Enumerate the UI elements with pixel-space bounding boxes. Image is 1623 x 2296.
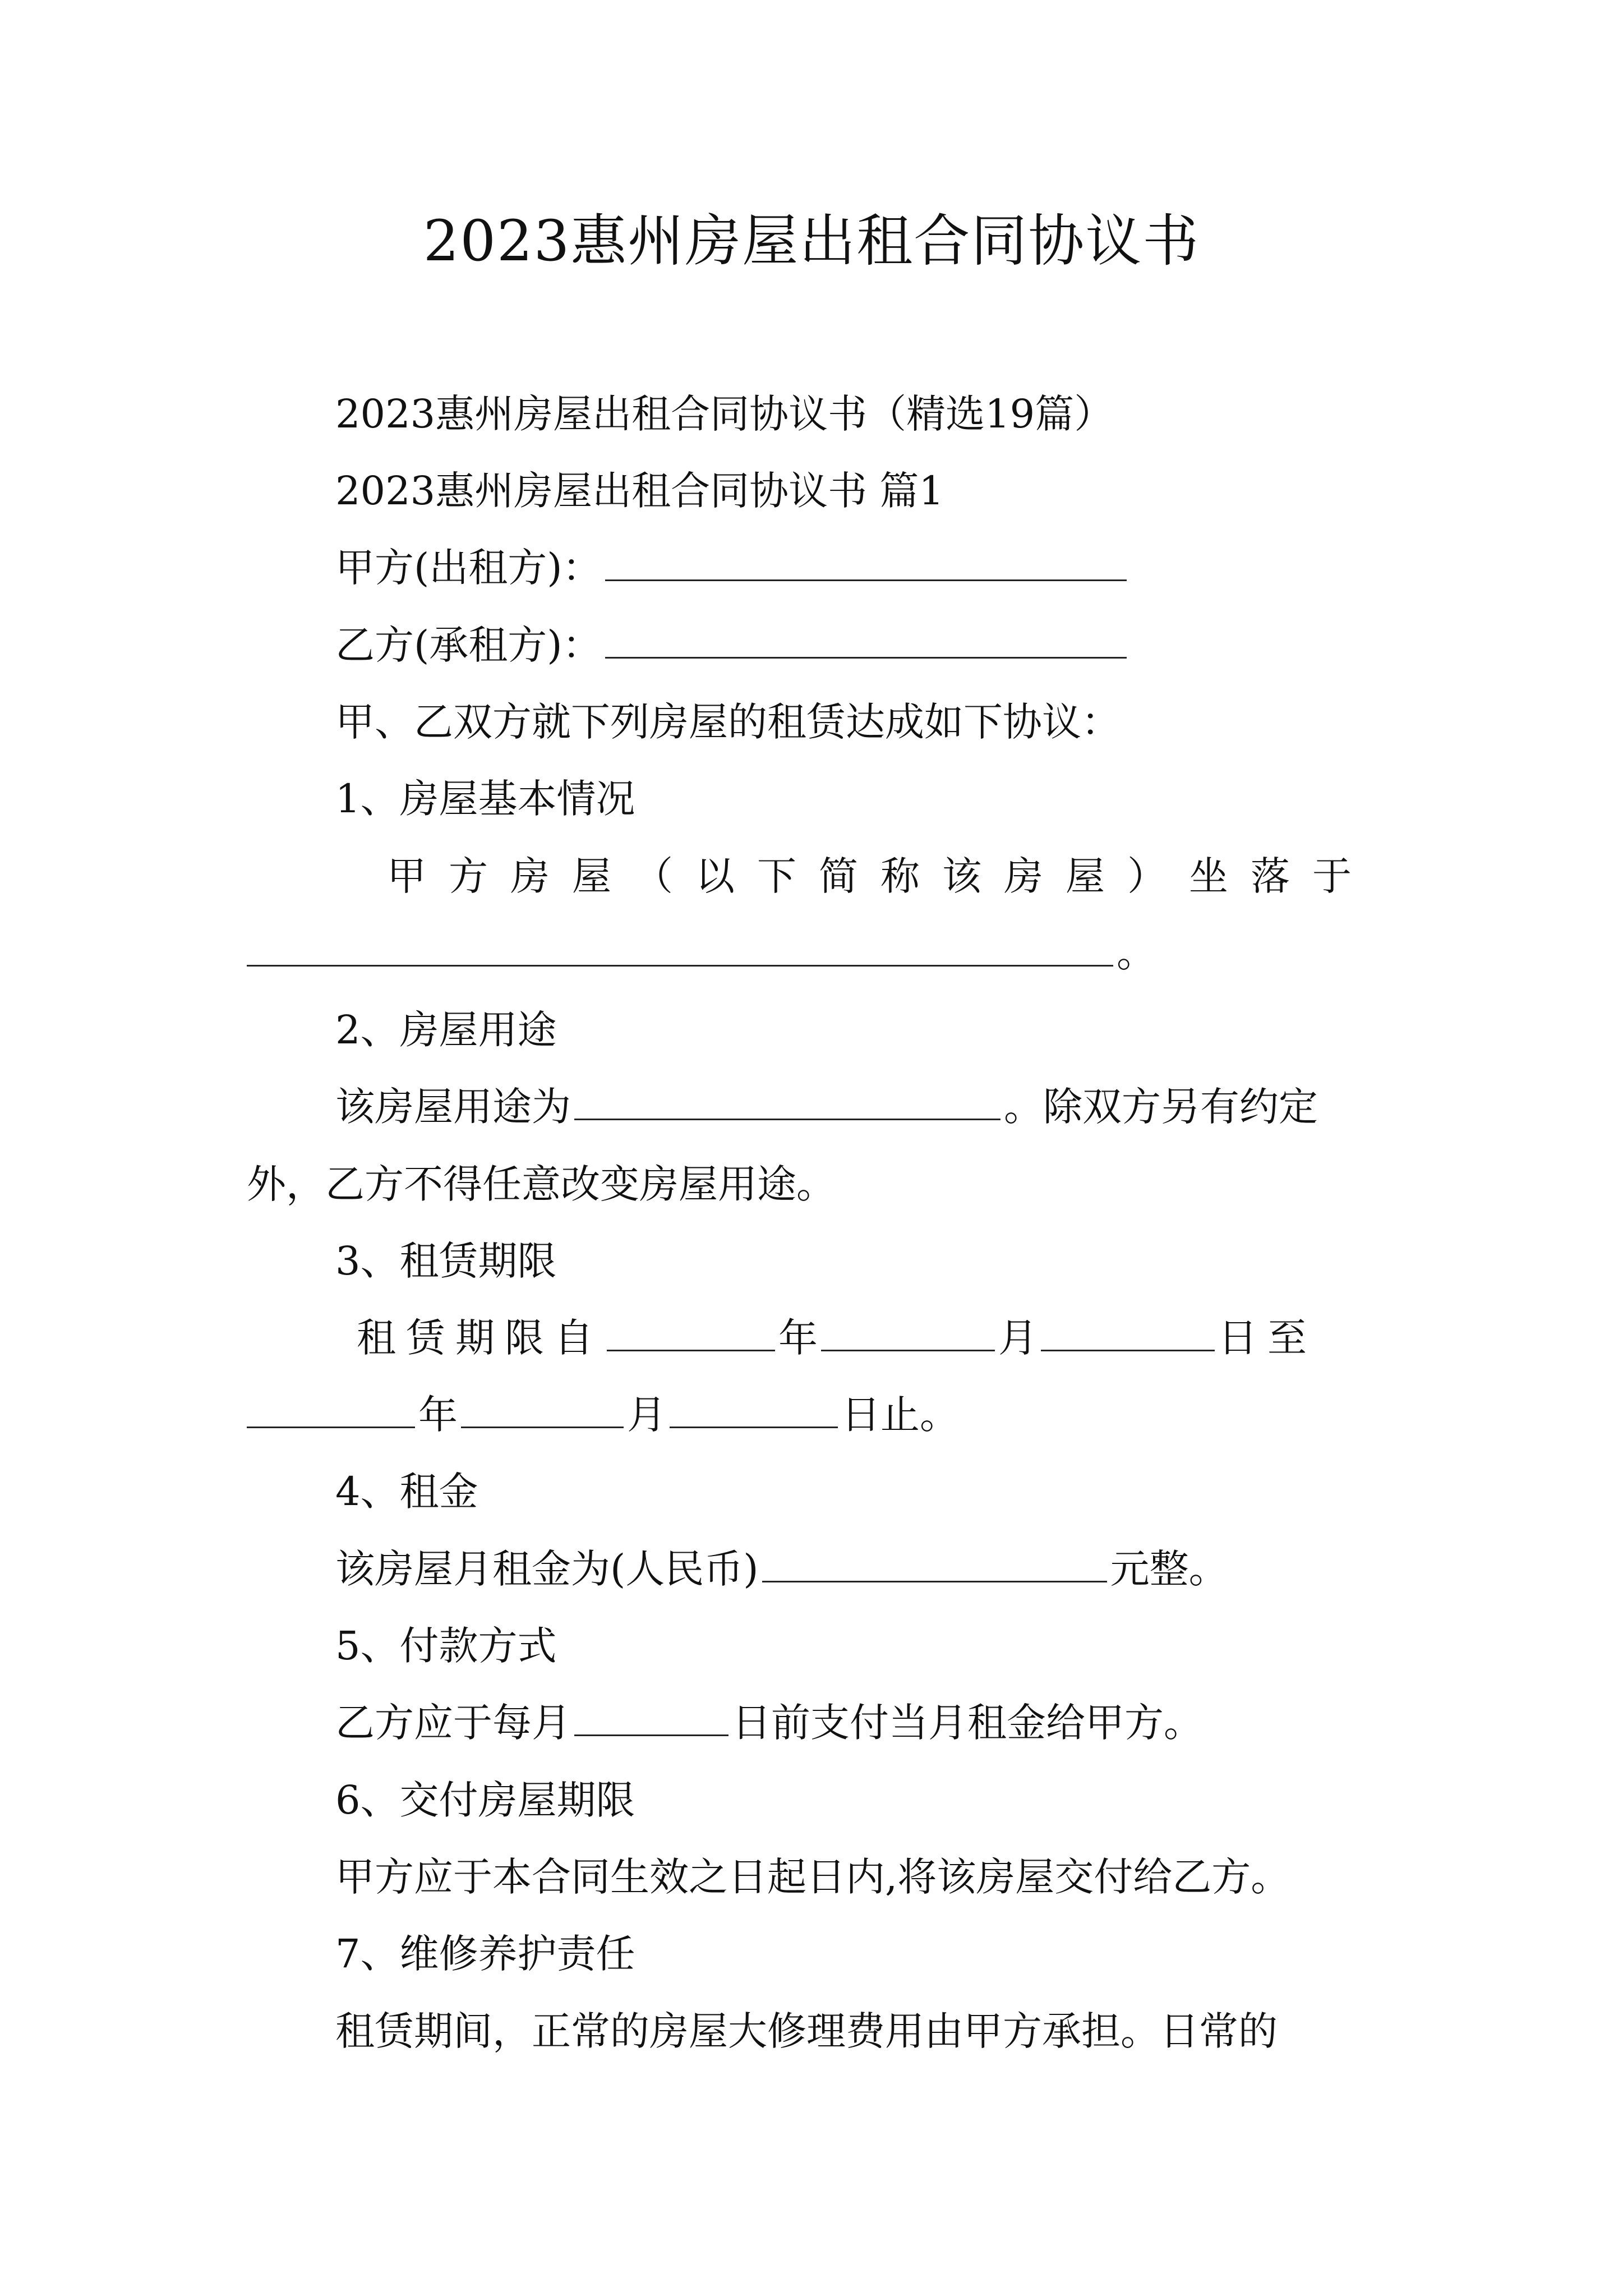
clause2-continued: 外，乙方不得任意改变房屋用途。	[247, 1161, 836, 1207]
clause7-heading: 7、维修养护责任	[335, 1931, 635, 1977]
document-title: 2023惠州房屋出租合同协议书	[423, 208, 1200, 274]
clause4-rent-blank	[762, 1540, 1107, 1582]
clause3-day-blank-2	[670, 1386, 838, 1428]
party-a-row	[335, 537, 1130, 599]
clause3-heading: 3、租赁期限	[335, 1238, 557, 1284]
clause3-month-blank-1	[821, 1309, 995, 1351]
clause5-text-a: 乙方应于每月	[335, 1700, 571, 1746]
clause5-row	[335, 1692, 1203, 1754]
clause2-text-a: 该房屋用途为	[335, 1084, 571, 1130]
clause1-period: 。	[1117, 930, 1156, 976]
clause4-heading: 4、租金	[335, 1469, 478, 1515]
clause3-year-blank-2	[247, 1386, 415, 1428]
clause1-heading: 1、房屋基本情况	[335, 776, 635, 822]
party-b-blank	[605, 616, 1127, 659]
party-a-blank	[605, 539, 1127, 581]
clause5-text-b: 日前支付当月租金给甲方。	[732, 1700, 1203, 1746]
document-subtitle: 2023惠州房屋出租合同协议书（精选19篇）	[335, 391, 1114, 437]
clause3-month-2: 月	[627, 1392, 666, 1438]
clause1-blank-row	[247, 922, 1156, 984]
clause3-day-to: 日至	[1218, 1315, 1317, 1361]
clause4-end: 元整。	[1110, 1546, 1228, 1592]
intro-text: 甲、乙双方就下列房屋的租赁达成如下协议：	[335, 699, 1121, 745]
clause2-text-b: 。除双方另有约定	[1004, 1084, 1318, 1130]
clause5-heading: 5、付款方式	[335, 1623, 557, 1669]
clause4-text: 该房屋月租金为(人民币)	[335, 1546, 759, 1592]
clause4-row	[335, 1538, 1228, 1600]
clause2-heading: 2、房屋用途	[335, 1007, 557, 1053]
clause3-day-end: 日止。	[841, 1392, 959, 1438]
clause3-row2	[247, 1384, 959, 1446]
clause1-text: 甲方房屋（以下简称该房屋）坐落于	[387, 853, 1374, 899]
clause3-row1	[357, 1307, 1317, 1369]
clause3-year-2: 年	[418, 1392, 458, 1438]
clause5-day-blank	[574, 1694, 728, 1736]
party-a-label: 甲方(出租方)：	[335, 545, 602, 591]
party-b-label: 乙方(承租方)：	[335, 622, 602, 668]
clause2-usage-blank	[574, 1078, 1000, 1120]
clause2-row	[335, 1076, 1318, 1138]
clause6-text: 甲方应于本合同生效之日起日内,将该房屋交付给乙方。	[335, 1854, 1290, 1900]
clause3-month-blank-2	[461, 1386, 624, 1428]
clause3-from: 租赁期限自	[357, 1315, 603, 1361]
party-b-row	[335, 614, 1130, 676]
clause6-heading: 6、交付房屋期限	[335, 1777, 635, 1823]
section-heading: 2023惠州房屋出租合同协议书 篇1	[335, 468, 944, 514]
clause3-year-blank-1	[607, 1309, 775, 1351]
clause3-day-blank-1	[1041, 1309, 1215, 1351]
clause1-location-blank	[247, 924, 1113, 967]
clause3-year-1: 年	[778, 1315, 818, 1361]
clause3-month-1: 月	[998, 1315, 1038, 1361]
clause7-text: 租赁期间，正常的房屋大修理费用由甲方承担。日常的	[335, 2008, 1278, 2054]
